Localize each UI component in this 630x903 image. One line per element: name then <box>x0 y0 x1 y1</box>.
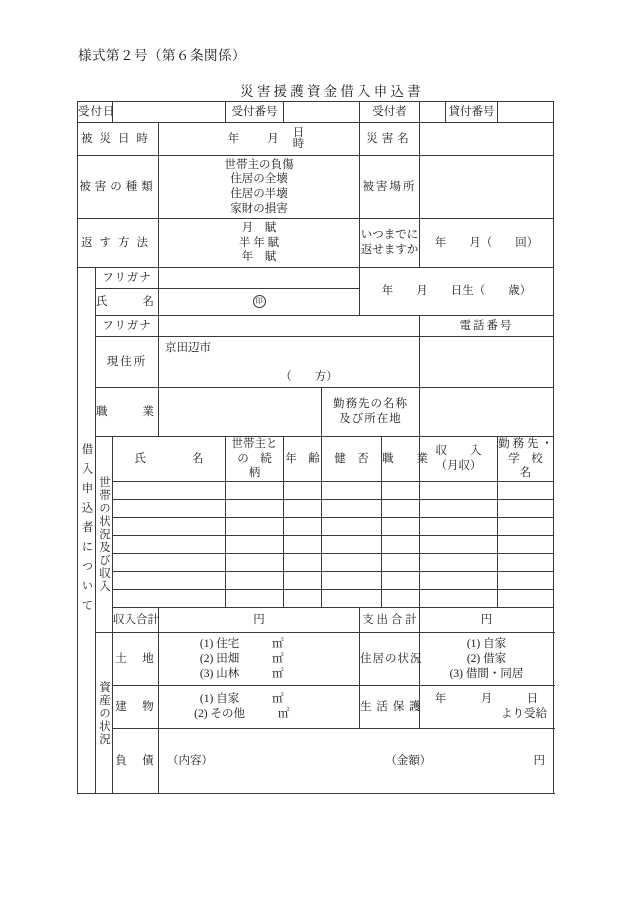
household-cell-relation[interactable] <box>226 500 284 518</box>
household-cell-name[interactable] <box>113 518 226 536</box>
household-cell-occupation[interactable] <box>382 536 420 554</box>
land-item-0-unit: ㎡ <box>272 638 284 651</box>
address-furigana-value[interactable] <box>159 316 420 337</box>
repayment-deadline-label-l2: 返せますか <box>360 244 419 256</box>
repayment-method-options[interactable] <box>159 219 360 268</box>
damage-type-option-0[interactable]: 世帯主の負傷 <box>224 158 294 171</box>
workplace-label-l2: 及び所在地 <box>339 413 402 425</box>
receiver-label: 受付者 <box>360 102 420 123</box>
loan-number-label: 貸付番号 <box>446 102 498 123</box>
household-col-occupation: 職 業 <box>382 437 420 482</box>
household-cell-relation[interactable] <box>226 536 284 554</box>
receipt-row <box>78 102 554 123</box>
household-cell-relation[interactable] <box>226 572 284 590</box>
household-col-income <box>420 437 498 482</box>
household-cell-occupation[interactable] <box>382 572 420 590</box>
household-cell-age[interactable] <box>284 518 322 536</box>
household-cell-income[interactable] <box>420 572 498 590</box>
housing-option-0-no: (1) <box>466 638 481 651</box>
applicant-name-label: 氏 名 <box>96 289 159 316</box>
building-item-1-unit: ㎡ <box>277 708 290 721</box>
land-item-0-name: 住宅 <box>216 638 240 651</box>
land-item-0[interactable] <box>159 637 359 652</box>
repayment-deadline-label-l1: いつまでに <box>360 229 419 242</box>
disaster-day: 日 <box>292 126 305 139</box>
household-section-label: 世帯の状況及び収入 <box>96 437 113 633</box>
household-cell-workplace[interactable] <box>498 518 554 536</box>
debt-row <box>78 729 554 794</box>
household-cell-occupation[interactable] <box>382 590 420 608</box>
household-cell-name[interactable] <box>113 572 226 590</box>
household-cell-health[interactable] <box>322 572 382 590</box>
disaster-hour: 時 <box>292 138 305 150</box>
disaster-datetime-label: 被災日時 <box>78 123 159 156</box>
disaster-name-value[interactable] <box>420 123 554 156</box>
household-cell-health[interactable] <box>322 536 382 554</box>
household-cell-name[interactable] <box>113 482 226 500</box>
household-col-income-l2: （月収） <box>435 460 482 473</box>
welfare-value[interactable] <box>420 686 554 729</box>
disaster-datetime-value[interactable] <box>159 123 360 156</box>
repayment-deadline-label <box>360 219 420 268</box>
applicant-section-label: 借入申込者について <box>78 268 96 794</box>
receipt-number-value[interactable] <box>284 102 360 123</box>
household-cell-health[interactable] <box>322 518 382 536</box>
housing-option-1-name: 借家 <box>483 652 507 665</box>
workplace-value[interactable] <box>420 388 554 437</box>
housing-option-2[interactable] <box>420 667 553 682</box>
welfare-label: 生 活 保 護 <box>360 686 420 729</box>
household-cell-age[interactable] <box>284 500 322 518</box>
damage-place-value[interactable] <box>420 156 554 219</box>
table-row <box>78 536 554 554</box>
household-cell-age[interactable] <box>284 536 322 554</box>
welfare-since: より受給 <box>501 708 547 721</box>
assets-section-label: 資産の状況 <box>96 633 113 794</box>
household-cell-income[interactable] <box>420 482 498 500</box>
land-item-2-no: (3) <box>199 667 214 680</box>
household-cell-income[interactable] <box>420 554 498 572</box>
damage-type-option-3[interactable]: 家財の損害 <box>230 202 288 215</box>
seal-icon: 印 <box>253 295 266 308</box>
household-col-health: 健 否 <box>322 437 382 482</box>
household-cell-workplace[interactable] <box>498 554 554 572</box>
repayment-method-label: 返す方法 <box>78 219 159 268</box>
housing-option-2-no: (3) <box>449 667 464 680</box>
building-row <box>78 686 554 729</box>
household-cell-health[interactable] <box>322 590 382 608</box>
land-row <box>78 633 554 686</box>
land-item-0-no: (1) <box>199 638 214 651</box>
form-number-label: 様式第２号（第６条関係） <box>78 48 246 63</box>
land-item-2[interactable] <box>159 667 359 682</box>
household-cell-workplace[interactable] <box>498 500 554 518</box>
address-care-of[interactable]: （ 方） <box>280 371 338 383</box>
household-cell-name[interactable] <box>113 536 226 554</box>
household-cell-age[interactable] <box>284 482 322 500</box>
land-label: 土 地 <box>113 633 159 686</box>
building-item-0-name: 自家 <box>216 693 240 706</box>
household-cell-relation[interactable] <box>226 590 284 608</box>
table-row <box>78 590 554 608</box>
disaster-loan-application-table <box>77 101 554 794</box>
expense-total-label: 支 出 合 計 <box>360 608 420 633</box>
household-col-workplace-l1: 勤 務 先 ・ <box>498 438 553 450</box>
occupation-row <box>78 388 554 437</box>
expense-total-unit: 円 <box>480 613 493 626</box>
address-prefill: 京田辺市 <box>165 342 211 355</box>
household-cell-occupation[interactable] <box>382 500 420 518</box>
building-item-1[interactable] <box>159 707 359 722</box>
repayment-row <box>78 219 554 268</box>
address-furigana-label: フリガナ <box>96 316 159 337</box>
building-label: 建 物 <box>113 686 159 729</box>
address-label: 現住所 <box>96 337 159 388</box>
occupation-value[interactable] <box>159 388 322 437</box>
table-row <box>78 500 554 518</box>
building-item-0-unit: ㎡ <box>272 693 284 706</box>
household-cell-income[interactable] <box>420 500 498 518</box>
receipt-date-value[interactable] <box>113 102 226 123</box>
housing-option-1-no: (2) <box>466 652 481 665</box>
household-cell-name[interactable] <box>113 554 226 572</box>
address-row <box>78 337 554 388</box>
building-item-1-name: その他 <box>210 708 245 721</box>
expense-total-value[interactable] <box>420 608 554 633</box>
household-cell-name[interactable] <box>113 590 226 608</box>
housing-option-0[interactable] <box>420 637 553 652</box>
repayment-method-option-0[interactable]: 月 賦 <box>241 221 277 234</box>
land-items[interactable] <box>159 633 360 686</box>
household-col-relation <box>226 437 284 482</box>
address-furigana-row <box>78 316 554 337</box>
household-header-row <box>78 437 554 482</box>
household-cell-workplace[interactable] <box>498 590 554 608</box>
housing-option-2-name: 借間・同居 <box>465 667 524 680</box>
household-col-workplace <box>498 437 554 482</box>
damage-type-options[interactable] <box>159 156 360 219</box>
household-col-age: 年 齢 <box>284 437 322 482</box>
debt-value[interactable] <box>159 729 554 794</box>
household-col-relation-l2: の 続 柄 <box>237 452 284 480</box>
household-cell-relation[interactable] <box>226 518 284 536</box>
land-item-1-unit: ㎡ <box>272 652 284 665</box>
housing-option-0-name: 自家 <box>483 638 507 651</box>
applicant-name-value[interactable] <box>159 289 360 316</box>
household-cell-name[interactable] <box>113 500 226 518</box>
disaster-month: 月 <box>267 132 279 145</box>
debt-amount-label: （金額） <box>385 754 432 767</box>
totals-row <box>78 608 554 633</box>
building-items[interactable] <box>159 686 360 729</box>
land-item-2-name: 山林 <box>216 667 240 680</box>
household-cell-workplace[interactable] <box>498 536 554 554</box>
debt-label: 負 債 <box>113 729 159 794</box>
applicant-furigana-label: フリガナ <box>96 268 159 289</box>
household-col-income-l1: 収 入 <box>435 445 482 458</box>
table-row <box>78 482 554 500</box>
phone-label: 電話番号 <box>420 316 554 337</box>
receiver-value[interactable] <box>420 102 446 123</box>
housing-status-label: 住居の状況 <box>360 633 420 686</box>
receipt-number-label: 受付番号 <box>226 102 284 123</box>
damage-type-label: 被害の種類 <box>78 156 159 219</box>
building-item-0[interactable] <box>159 692 359 707</box>
applicant-furigana-row <box>78 268 554 289</box>
housing-option-1[interactable] <box>420 652 553 667</box>
household-cell-relation[interactable] <box>226 554 284 572</box>
land-item-1[interactable] <box>159 652 359 667</box>
damage-type-row <box>78 156 554 219</box>
household-cell-health[interactable] <box>322 482 382 500</box>
damage-type-option-1[interactable]: 住居の全壊 <box>230 173 288 186</box>
household-col-name: 氏 名 <box>113 437 226 482</box>
disaster-year: 年 <box>227 132 240 145</box>
land-item-2-unit: ㎡ <box>272 667 284 680</box>
land-item-1-no: (2) <box>199 652 214 665</box>
receipt-date-label: 受付日 <box>78 102 113 123</box>
workplace-label <box>322 388 420 437</box>
household-cell-age[interactable] <box>284 572 322 590</box>
household-col-workplace-l2: 学 校 名 <box>508 452 555 480</box>
household-cell-workplace[interactable] <box>498 482 554 500</box>
occupation-label: 職 業 <box>96 388 159 437</box>
household-cell-health[interactable] <box>322 554 382 572</box>
debt-unit: 円 <box>533 754 545 767</box>
table-row <box>78 554 554 572</box>
damage-place-label: 被害場所 <box>360 156 420 219</box>
damage-type-option-2[interactable]: 住居の半壊 <box>230 188 288 200</box>
applicant-furigana-value[interactable] <box>159 268 360 289</box>
land-item-1-name: 田畑 <box>216 652 240 665</box>
household-cell-relation[interactable] <box>226 482 284 500</box>
household-cell-occupation[interactable] <box>382 554 420 572</box>
household-cell-income[interactable] <box>420 536 498 554</box>
table-row <box>78 518 554 536</box>
income-total-unit: 円 <box>253 613 265 626</box>
household-cell-workplace[interactable] <box>498 572 554 590</box>
income-total-label: 収入合計 <box>113 608 159 633</box>
building-item-0-no: (1) <box>199 693 214 706</box>
income-total-value[interactable] <box>159 608 360 633</box>
household-cell-age[interactable] <box>284 554 322 572</box>
household-col-relation-l1: 世帯主と <box>231 438 278 450</box>
building-item-1-no: (2) <box>194 708 208 721</box>
workplace-label-l1: 勤務先の名称 <box>333 398 408 411</box>
disaster-datetime-row <box>78 123 554 156</box>
household-cell-health[interactable] <box>322 500 382 518</box>
household-cell-age[interactable] <box>284 590 322 608</box>
household-cell-occupation[interactable] <box>382 518 420 536</box>
household-cell-occupation[interactable] <box>382 482 420 500</box>
disaster-name-label: 災害名 <box>360 123 420 156</box>
address-value[interactable] <box>159 337 420 388</box>
applicant-birth-value[interactable]: 年 月 日生（ 歳） <box>360 268 554 316</box>
debt-content-label: （内容） <box>167 754 213 767</box>
welfare-date[interactable]: 年 月 日 <box>434 693 539 706</box>
document-title: 災害援護資金借入申込書 <box>240 84 424 99</box>
repayment-deadline-value[interactable]: 年 月（ 回） <box>420 219 554 268</box>
phone-value[interactable] <box>420 337 554 388</box>
household-cell-income[interactable] <box>420 590 498 608</box>
repayment-method-option-2[interactable]: 年 賦 <box>241 251 277 264</box>
table-row <box>78 572 554 590</box>
loan-number-value[interactable] <box>498 102 554 123</box>
household-cell-income[interactable] <box>420 518 498 536</box>
housing-status-options[interactable] <box>420 633 554 686</box>
repayment-method-option-1[interactable]: 半 年 賦 <box>238 236 280 249</box>
